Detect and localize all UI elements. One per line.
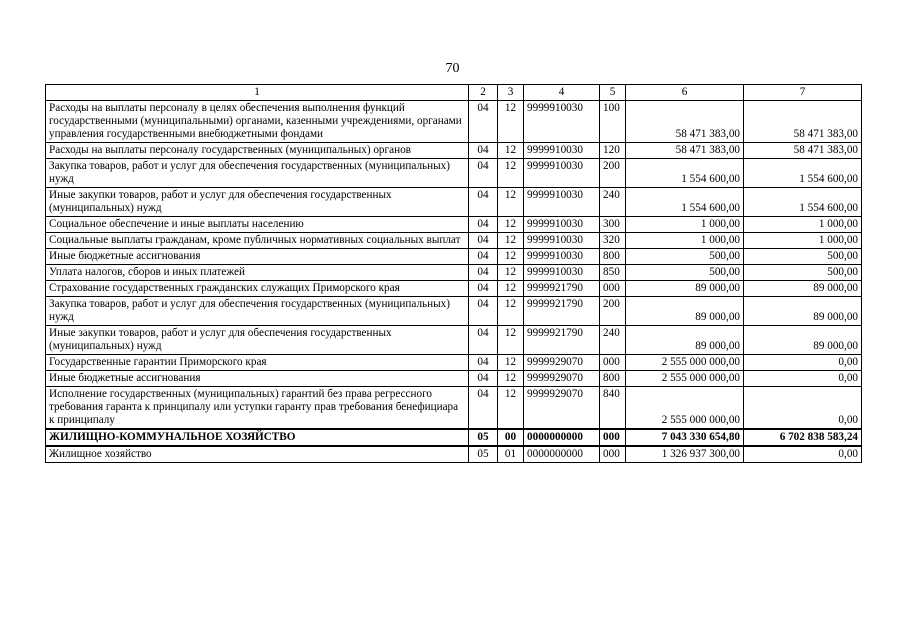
row-expense-type-code: 000 bbox=[600, 429, 626, 446]
row-amount-2: 89 000,00 bbox=[744, 281, 862, 297]
table-row bbox=[46, 297, 862, 326]
row-amount-1: 89 000,00 bbox=[626, 281, 744, 297]
column-header: 6 bbox=[626, 85, 744, 101]
row-section-code: 04 bbox=[469, 188, 498, 217]
table-row bbox=[46, 371, 862, 387]
row-name: Иные бюджетные ассигнования bbox=[46, 249, 469, 265]
row-expense-type-code: 800 bbox=[600, 249, 626, 265]
row-amount-2: 1 000,00 bbox=[744, 217, 862, 233]
row-amount-1: 1 554 600,00 bbox=[626, 188, 744, 217]
row-amount-1: 7 043 330 654,80 bbox=[626, 429, 744, 446]
column-header: 7 bbox=[744, 85, 862, 101]
row-target-code: 9999910030 bbox=[524, 217, 600, 233]
row-section-code: 04 bbox=[469, 297, 498, 326]
table-row bbox=[46, 265, 862, 281]
row-amount-1: 1 000,00 bbox=[626, 233, 744, 249]
row-section-code: 04 bbox=[469, 159, 498, 188]
row-subsection-code: 12 bbox=[498, 371, 524, 387]
row-subsection-code: 12 bbox=[498, 143, 524, 159]
row-amount-2: 0,00 bbox=[744, 371, 862, 387]
row-name: Расходы на выплаты персоналу в целях обеспечения выполнения функций государственными (муниципальными) органами, казенными учреждениями, органами управления государственными внебюджетными фондами bbox=[46, 101, 469, 143]
row-amount-2: 58 471 383,00 bbox=[744, 143, 862, 159]
row-target-code: 9999921790 bbox=[524, 281, 600, 297]
row-section-code: 04 bbox=[469, 281, 498, 297]
row-name: Уплата налогов, сборов и иных платежей bbox=[46, 265, 469, 281]
row-target-code: 9999910030 bbox=[524, 188, 600, 217]
column-header: 1 bbox=[46, 85, 469, 101]
row-amount-2: 0,00 bbox=[744, 446, 862, 463]
row-expense-type-code: 840 bbox=[600, 387, 626, 430]
row-section-code: 04 bbox=[469, 233, 498, 249]
table-row-section bbox=[46, 429, 862, 446]
row-section-code: 04 bbox=[469, 217, 498, 233]
row-section-code: 05 bbox=[469, 446, 498, 463]
row-name: Расходы на выплаты персоналу государственных (муниципальных) органов bbox=[46, 143, 469, 159]
table-header-row bbox=[46, 85, 862, 101]
row-target-code: 9999929070 bbox=[524, 355, 600, 371]
row-section-code: 04 bbox=[469, 387, 498, 430]
table-row bbox=[46, 355, 862, 371]
row-subsection-code: 12 bbox=[498, 281, 524, 297]
row-expense-type-code: 200 bbox=[600, 159, 626, 188]
row-target-code: 9999910030 bbox=[524, 233, 600, 249]
table-body bbox=[46, 85, 862, 463]
row-expense-type-code: 850 bbox=[600, 265, 626, 281]
row-target-code: 9999910030 bbox=[524, 143, 600, 159]
row-subsection-code: 12 bbox=[498, 233, 524, 249]
column-header: 5 bbox=[600, 85, 626, 101]
row-amount-1: 2 555 000 000,00 bbox=[626, 355, 744, 371]
table-row bbox=[46, 326, 862, 355]
row-amount-2: 89 000,00 bbox=[744, 326, 862, 355]
row-expense-type-code: 000 bbox=[600, 281, 626, 297]
row-target-code: 9999921790 bbox=[524, 297, 600, 326]
table-row bbox=[46, 446, 862, 463]
row-name: Исполнение государственных (муниципальных) гарантий без права регрессного требования гаранта к принципалу или уступки гаранту прав требования бенефициара к принципалу bbox=[46, 387, 469, 430]
row-subsection-code: 01 bbox=[498, 446, 524, 463]
row-section-code: 04 bbox=[469, 265, 498, 281]
row-section-code: 04 bbox=[469, 355, 498, 371]
row-target-code: 9999910030 bbox=[524, 249, 600, 265]
row-section-code: 05 bbox=[469, 429, 498, 446]
row-amount-2: 89 000,00 bbox=[744, 297, 862, 326]
row-name: Социальное обеспечение и иные выплаты населению bbox=[46, 217, 469, 233]
row-subsection-code: 12 bbox=[498, 326, 524, 355]
row-target-code: 9999929070 bbox=[524, 387, 600, 430]
row-target-code: 9999921790 bbox=[524, 326, 600, 355]
row-section-code: 04 bbox=[469, 326, 498, 355]
row-name: Иные закупки товаров, работ и услуг для обеспечения государственных (муниципальных) нужд bbox=[46, 326, 469, 355]
row-expense-type-code: 000 bbox=[600, 446, 626, 463]
row-name: Жилищное хозяйство bbox=[46, 446, 469, 463]
row-amount-1: 58 471 383,00 bbox=[626, 143, 744, 159]
row-amount-2: 0,00 bbox=[744, 355, 862, 371]
column-header: 4 bbox=[524, 85, 600, 101]
table-row bbox=[46, 143, 862, 159]
row-target-code: 0000000000 bbox=[524, 429, 600, 446]
column-header: 2 bbox=[469, 85, 498, 101]
row-subsection-code: 12 bbox=[498, 297, 524, 326]
row-amount-2: 1 554 600,00 bbox=[744, 159, 862, 188]
table-row bbox=[46, 101, 862, 143]
table-row bbox=[46, 188, 862, 217]
table-row bbox=[46, 249, 862, 265]
column-header: 3 bbox=[498, 85, 524, 101]
row-name: Иные бюджетные ассигнования bbox=[46, 371, 469, 387]
table-row bbox=[46, 281, 862, 297]
row-subsection-code: 12 bbox=[498, 387, 524, 430]
row-subsection-code: 12 bbox=[498, 355, 524, 371]
row-name: Закупка товаров, работ и услуг для обеспечения государственных (муниципальных) нужд bbox=[46, 159, 469, 188]
row-expense-type-code: 100 bbox=[600, 101, 626, 143]
row-subsection-code: 00 bbox=[498, 429, 524, 446]
row-target-code: 9999910030 bbox=[524, 265, 600, 281]
row-amount-1: 58 471 383,00 bbox=[626, 101, 744, 143]
budget-table bbox=[45, 84, 862, 463]
row-target-code: 9999910030 bbox=[524, 159, 600, 188]
row-amount-1: 1 000,00 bbox=[626, 217, 744, 233]
table-row bbox=[46, 387, 862, 430]
row-target-code: 9999929070 bbox=[524, 371, 600, 387]
row-subsection-code: 12 bbox=[498, 249, 524, 265]
row-expense-type-code: 240 bbox=[600, 188, 626, 217]
row-amount-2: 0,00 bbox=[744, 387, 862, 430]
row-name: Государственные гарантии Приморского края bbox=[46, 355, 469, 371]
row-amount-1: 2 555 000 000,00 bbox=[626, 371, 744, 387]
row-name: Иные закупки товаров, работ и услуг для обеспечения государственных (муниципальных) нужд bbox=[46, 188, 469, 217]
row-name: Социальные выплаты гражданам, кроме публичных нормативных социальных выплат bbox=[46, 233, 469, 249]
row-amount-1: 89 000,00 bbox=[626, 297, 744, 326]
row-name: Закупка товаров, работ и услуг для обеспечения государственных (муниципальных) нужд bbox=[46, 297, 469, 326]
row-section-code: 04 bbox=[469, 371, 498, 387]
row-name: ЖИЛИЩНО-КОММУНАЛЬНОЕ ХОЗЯЙСТВО bbox=[46, 429, 469, 446]
row-amount-1: 500,00 bbox=[626, 265, 744, 281]
row-target-code: 0000000000 bbox=[524, 446, 600, 463]
row-amount-2: 1 554 600,00 bbox=[744, 188, 862, 217]
row-subsection-code: 12 bbox=[498, 217, 524, 233]
row-name: Страхование государственных гражданских служащих Приморского края bbox=[46, 281, 469, 297]
row-amount-1: 1 554 600,00 bbox=[626, 159, 744, 188]
row-subsection-code: 12 bbox=[498, 159, 524, 188]
row-section-code: 04 bbox=[469, 101, 498, 143]
row-expense-type-code: 000 bbox=[600, 355, 626, 371]
row-target-code: 9999910030 bbox=[524, 101, 600, 143]
row-expense-type-code: 320 bbox=[600, 233, 626, 249]
row-section-code: 04 bbox=[469, 249, 498, 265]
row-amount-2: 6 702 838 583,24 bbox=[744, 429, 862, 446]
row-amount-1: 1 326 937 300,00 bbox=[626, 446, 744, 463]
row-expense-type-code: 300 bbox=[600, 217, 626, 233]
row-amount-1: 89 000,00 bbox=[626, 326, 744, 355]
row-expense-type-code: 120 bbox=[600, 143, 626, 159]
row-amount-1: 2 555 000 000,00 bbox=[626, 387, 744, 430]
row-amount-2: 500,00 bbox=[744, 249, 862, 265]
row-expense-type-code: 200 bbox=[600, 297, 626, 326]
page-number: 70 bbox=[445, 61, 460, 76]
row-section-code: 04 bbox=[469, 143, 498, 159]
row-subsection-code: 12 bbox=[498, 101, 524, 143]
table-row bbox=[46, 159, 862, 188]
row-subsection-code: 12 bbox=[498, 265, 524, 281]
table-row bbox=[46, 217, 862, 233]
row-amount-2: 1 000,00 bbox=[744, 233, 862, 249]
table-row bbox=[46, 233, 862, 249]
row-subsection-code: 12 bbox=[498, 188, 524, 217]
row-expense-type-code: 240 bbox=[600, 326, 626, 355]
row-amount-1: 500,00 bbox=[626, 249, 744, 265]
row-amount-2: 500,00 bbox=[744, 265, 862, 281]
row-expense-type-code: 800 bbox=[600, 371, 626, 387]
row-amount-2: 58 471 383,00 bbox=[744, 101, 862, 143]
